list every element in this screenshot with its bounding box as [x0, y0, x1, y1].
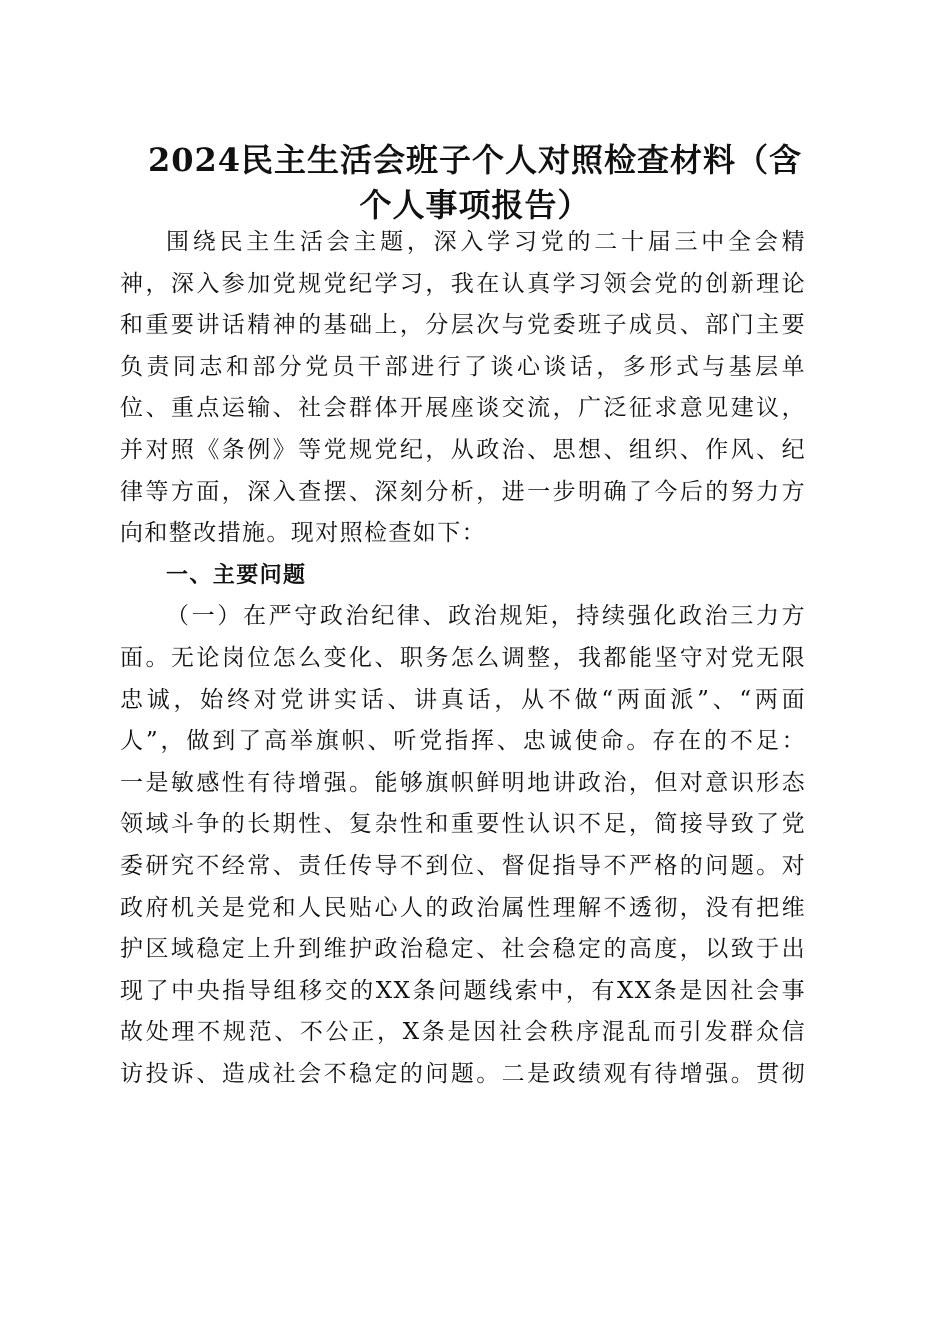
subsection-line: 人”，做到了高举旗帜、听党指挥、忠诚使命。存在的不足： — [120, 728, 806, 755]
intro-line: 围绕民主生活会主题，深入学习党的二十届三中全会精 — [166, 229, 806, 255]
intro-line: 位、重点运输、社会群体开展座谈交流，广泛征求意见建议， — [120, 395, 806, 422]
title-line-2: 个人事项报告） — [359, 186, 591, 224]
subsection-line: 面。无论岗位怎么变化、职务怎么调整，我都能坚守对党无限 — [120, 644, 806, 671]
subsection-line: 领域斗争的长期性、复杂性和重要性认识不足，简接导致了党 — [120, 811, 806, 838]
intro-line: 律等方面，深入查摆、深刻分析，进一步明确了今后的努力方 — [120, 478, 806, 505]
subsection-line: 委研究不经常、责任传导不到位、督促指导不严格的问题。对 — [120, 852, 806, 879]
title-line-1: 2024民主生活会班子个人对照检查材料（含 — [147, 141, 803, 179]
subsection-line: 访投诉、造成社会不稳定的问题。二是政绩观有待增强。贯彻 — [120, 1060, 806, 1087]
subsection-line: 一是敏感性有待增强。能够旗帜鲜明地讲政治，但对意识形态 — [120, 769, 806, 796]
subsection-line: 故处理不规范、不公正，X条是因社会秩序混乱而引发群众信 — [120, 1019, 806, 1046]
subsection-line: （一）在严守政治纪律、政治规矩，持续强化政治三力方 — [166, 603, 806, 630]
intro-line: 和重要讲话精神的基础上，分层次与党委班子成员、部门主要 — [120, 312, 806, 339]
intro-line: 并对照《条例》等党规党纪，从政治、思想、组织、作风、纪 — [120, 436, 806, 463]
section-heading: 一、主要问题 — [166, 562, 307, 588]
intro-line: 神，深入参加党规党纪学习，我在认真学习领会党的创新理论 — [120, 270, 806, 297]
document-body — [120, 222, 806, 1095]
subsection-line: 政府机关是党和人民贴心人的政治属性理解不透彻，没有把维 — [120, 894, 806, 921]
subsection-line: 护区域稳定上升到维护政治稳定、社会稳定的高度，以致于出 — [120, 936, 806, 963]
subsection-line: 忠诚，始终对党讲实话、讲真话，从不做“两面派”、“两面 — [120, 686, 806, 713]
intro-line: 负责同志和部分党员干部进行了谈心谈话，多形式与基层单 — [120, 353, 806, 380]
intro-line: 向和整改措施。现对照检查如下： — [120, 520, 486, 547]
document-title — [110, 138, 840, 228]
subsection-line: 现了中央指导组移交的XX条问题线索中，有XX条是因社会事 — [120, 977, 806, 1004]
